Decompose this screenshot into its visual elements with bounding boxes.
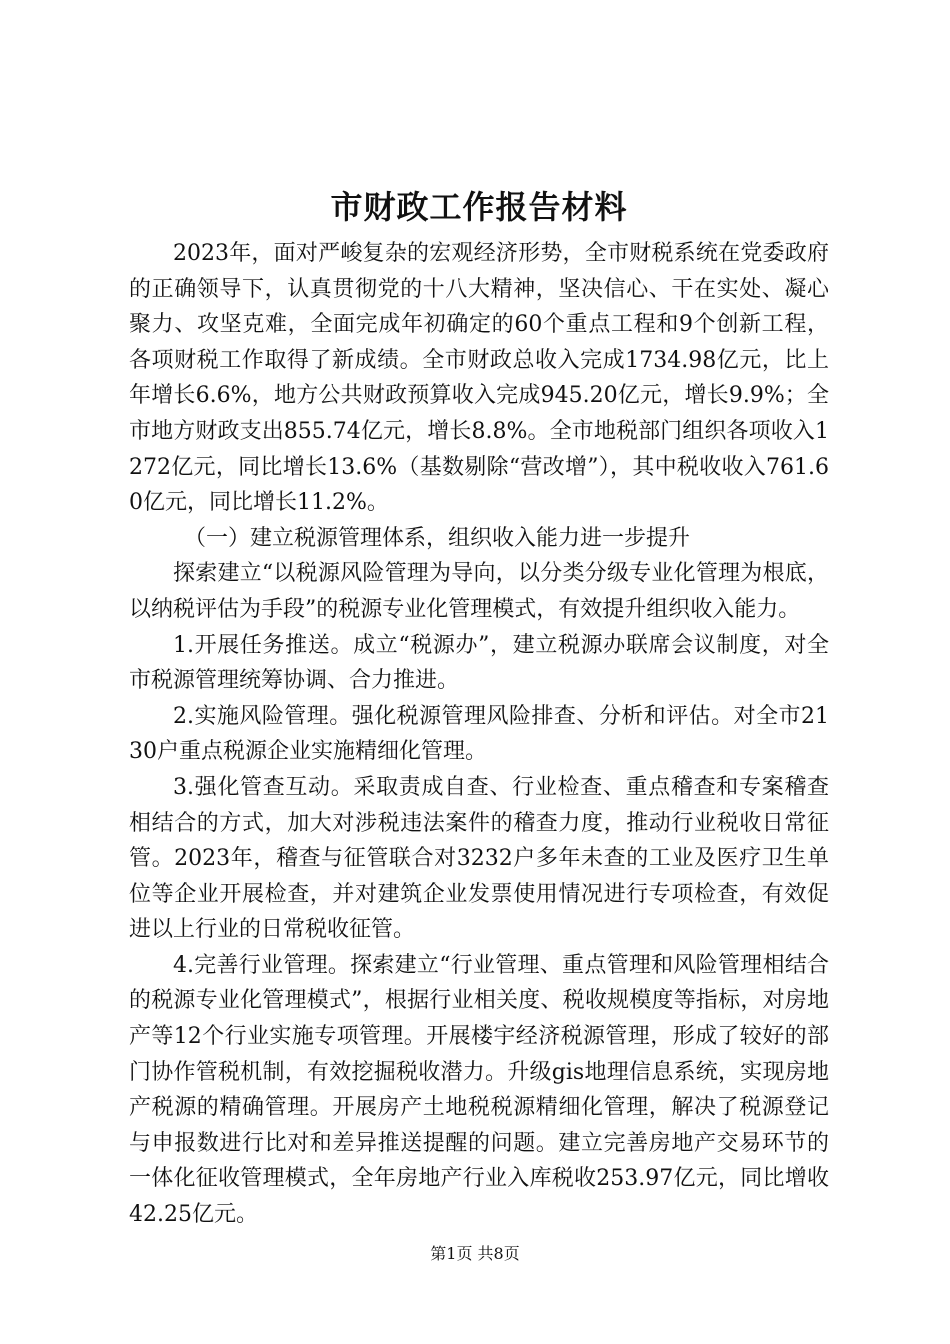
paragraph-item-1: 1.开展任务推送。成立“税源办”，建立税源办联席会议制度，对全市税源管理统筹协调、合力推进。 [129, 632, 829, 694]
paragraph-item-3: 3.强化管查互动。采取责成自查、行业检查、重点稽查和专案稽查相结合的方式，加大对涉税违法案件的稽查力度，推动行业税收日常征管。2023年，稽查与征管联合对3232户多年未查的工业及医疗卫生单位等企业开展检查，并对建筑企业发票使用情况进行专项检查，有效促进以上行业的日常税收征管。 [129, 774, 829, 943]
paragraph-intro: 2023年，面对严峻复杂的宏观经济形势，全市财税系统在党委政府的正确领导下，认真贯彻党的十八大精神，坚决信心、干在实处、凝心聚力、攻坚克难，全面完成年初确定的60个重点工程和9个创新工程，各项财税工作取得了新成绩。全市财政总收入完成1734.98亿元，比上年增长6.6%，地方公共财政预算收入完成945.20亿元，增长9.9%；全市地方财政支出855.74亿元，增长8.8%。全市地税部门组织各项收入1272亿元，同比增长13.6%（基数剔除“营改增”），其中税收收入761.60亿元，同比增长11.2%。 [129, 241, 829, 516]
page-number-footer: 第1页 共8页 [430, 1244, 520, 1263]
document-body [129, 236, 829, 1233]
paragraph-item-4: 4.完善行业管理。探索建立“行业管理、重点管理和风险管理相结合的税源专业化管理模式”，根据行业相关度、税收规模度等指标，对房地产等12个行业实施专项管理。开展楼宇经济税源管理，形成了较好的部门协作管税机制，有效挖掘税收潜力。升级gis地理信息系统，实现房地产税源的精确管理。开展房产土地税税源精细化管理，解决了税源登记与申报数进行比对和差异推送提醒的问题。建立完善房地产交易环节的一体化征收管理模式，全年房地产行业入库税收253.97亿元，同比增收42.25亿元。 [129, 952, 829, 1228]
document-title: 市财政工作报告材料 [330, 188, 628, 226]
section-heading: （一）建立税源管理体系，组织收入能力进一步提升 [184, 525, 691, 551]
paragraph-overview: 探索建立“以税源风险管理为导向，以分类分级专业化管理为根底，以纳税评估为手段”的税源专业化管理模式，有效提升组织收入能力。 [129, 561, 829, 622]
paragraph-item-2: 2.实施风险管理。强化税源管理风险排查、分析和评估。对全市2130户重点税源企业实施精细化管理。 [129, 703, 829, 765]
